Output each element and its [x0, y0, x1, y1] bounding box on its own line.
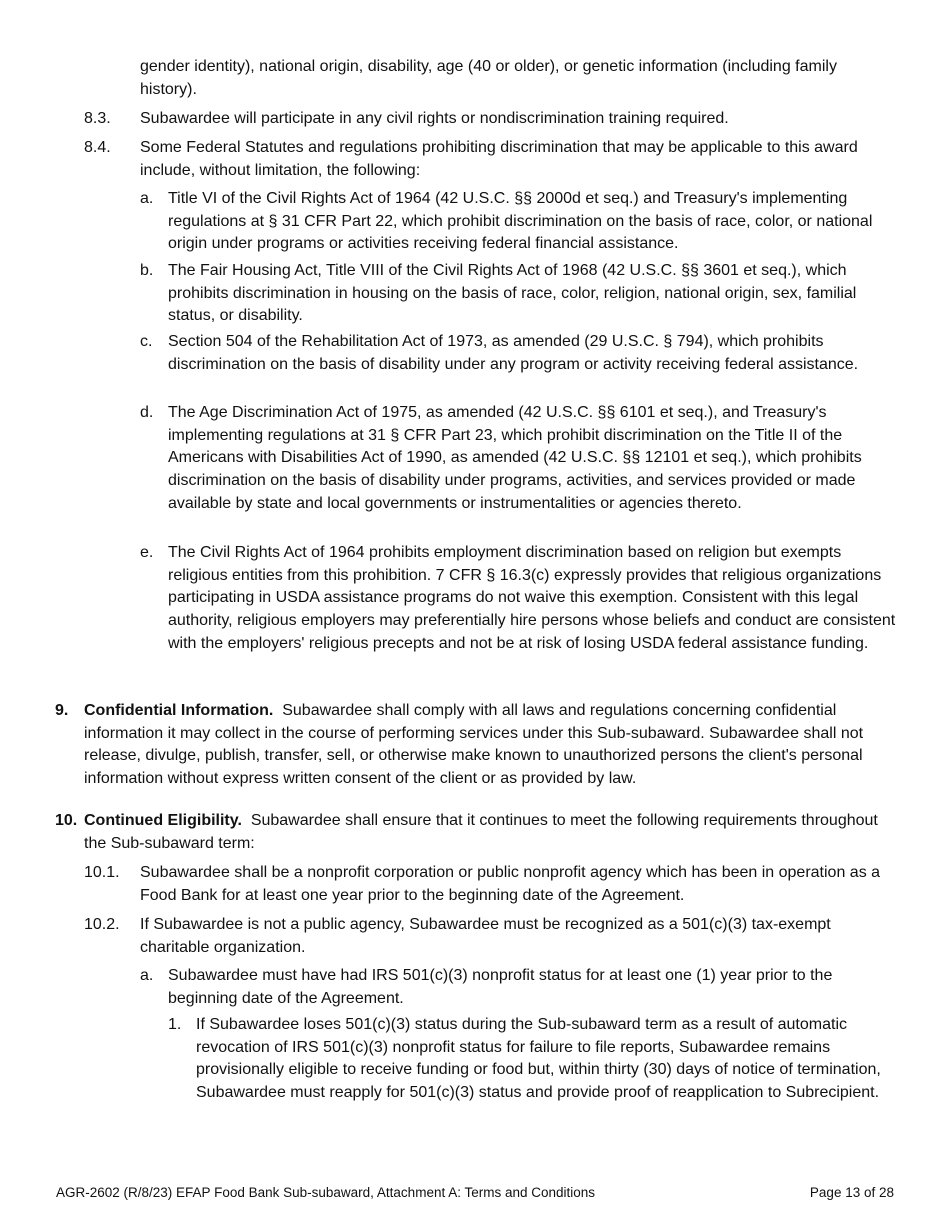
item-b-marker: b.	[140, 262, 154, 279]
item-a-text: Title VI of the Civil Rights Act of 1964 (42 U.S.C. §§ 2000d et seq.) and Treasury's implementing regulations at § 31 CFR Part 22, which prohibit discrimination on the basis of race, color, or national origin under programs or activities receiving federal financial assistance.	[168, 190, 873, 253]
section-8-3-number: 8.3.	[84, 110, 111, 127]
section-10-number: 10.	[55, 812, 78, 829]
intro-continuation: gender identity), national origin, disability, age (40 or older), or genetic information (including family history).	[140, 58, 837, 98]
item-10-2-a-text: Subawardee must have had IRS 501(c)(3) nonprofit status for at least one (1) year prior to the beginning date of the Agreement.	[168, 967, 833, 1007]
section-9-title: Confidential Information.	[84, 702, 274, 719]
section-9-number: 9.	[55, 702, 69, 719]
item-10-2-a-marker: a.	[140, 967, 154, 984]
section-8-3-text: Subawardee will participate in any civil rights or nondiscrimination training required.	[140, 110, 729, 127]
item-c-marker: c.	[140, 333, 153, 350]
item-a-marker: a.	[140, 190, 154, 207]
item-10-2-a-1-marker: 1.	[168, 1016, 182, 1033]
item-c-text: Section 504 of the Rehabilitation Act of 1973, as amended (29 U.S.C. § 794), which prohibits discrimination on the basis of disability under any program or activity receiving federal assistance.	[168, 333, 859, 373]
footer-form-id: AGR-2602 (R/8/23) EFAP Food Bank Sub-subaward, Attachment A: Terms and Conditions	[56, 1185, 596, 1200]
section-8-4-number: 8.4.	[84, 139, 111, 156]
item-b-text: The Fair Housing Act, Title VIII of the Civil Rights Act of 1968 (42 U.S.C. §§ 3601 et seq.), which prohibits discrimination in housing on the basis of race, color, religion, national origin, sex, familial status, or disability.	[168, 262, 857, 325]
item-d-text: The Age Discrimination Act of 1975, as amended (42 U.S.C. §§ 6101 et seq.), and Treasury's implementing regulations at 31 § CFR Part 23, which prohibit discrimination on the Title II of the Americans with Disabilities Act of 1990, as amended (42 U.S.C. §§ 12101 et seq.), which prohibits discrimination on the basis of disability under programs, activities, and services provided or made available by state and local governments or instrumentalities or agencies thereto.	[168, 404, 862, 512]
section-10-1-number: 10.1.	[84, 864, 120, 881]
section-10-1-text: Subawardee shall be a nonprofit corporation or public nonprofit agency which has been in operation as a Food Bank for at least one year prior to the beginning date of the Agreement.	[140, 864, 881, 904]
section-10-title: Continued Eligibility.	[84, 812, 242, 829]
section-9-paragraph	[84, 700, 894, 791]
section-8-4-text: Some Federal Statutes and regulations prohibiting discrimination that may be applicable to this award include, without limitation, the following:	[140, 139, 858, 179]
section-10-text: Subawardee shall ensure that it continues to meet the following requirements throughout the Sub-subaward term:	[84, 812, 878, 852]
footer-page-number: Page 13 of 28	[809, 1185, 894, 1200]
item-e-marker: e.	[140, 544, 154, 561]
section-10-2-text: If Subawardee is not a public agency, Subawardee must be recognized as a 501(c)(3) tax-exempt charitable organization.	[140, 916, 831, 956]
section-10-paragraph	[84, 810, 894, 855]
item-e-text: The Civil Rights Act of 1964 prohibits employment discrimination based on religion but exempts religious entities from this prohibition. 7 CFR § 16.3(c) expressly provides that religious organizations participating in USDA assistance programs do not waive this exemption. Consistent with this legal authority, religious employers may preferentially hire persons whose beliefs and conduct are consistent with the employers' religious precepts and not be at risk of losing USDA federal assistance funding.	[168, 544, 896, 652]
section-10-2-number: 10.2.	[84, 916, 120, 933]
section-9-text: Subawardee shall comply with all laws and regulations concerning confidential information it may collect in the course of performing services under this Sub-subaward. Subawardee shall not release, divulge, publish, transfer, sell, or otherwise make known to unauthorized persons the client's personal information without express written consent of the client or as provided by law.	[84, 702, 864, 788]
item-d-marker: d.	[140, 404, 154, 421]
item-10-2-a-1-text: If Subawardee loses 501(c)(3) status during the Sub-subaward term as a result of automatic revocation of IRS 501(c)(3) nonprofit status for failure to file reports, Subawardee remains provisionally eligible to receive funding or food but, within thirty (30) days of notice of termination, Subawardee must reapply for 501(c)(3) status and provide proof of reapplication to Subrecipient.	[196, 1016, 881, 1102]
